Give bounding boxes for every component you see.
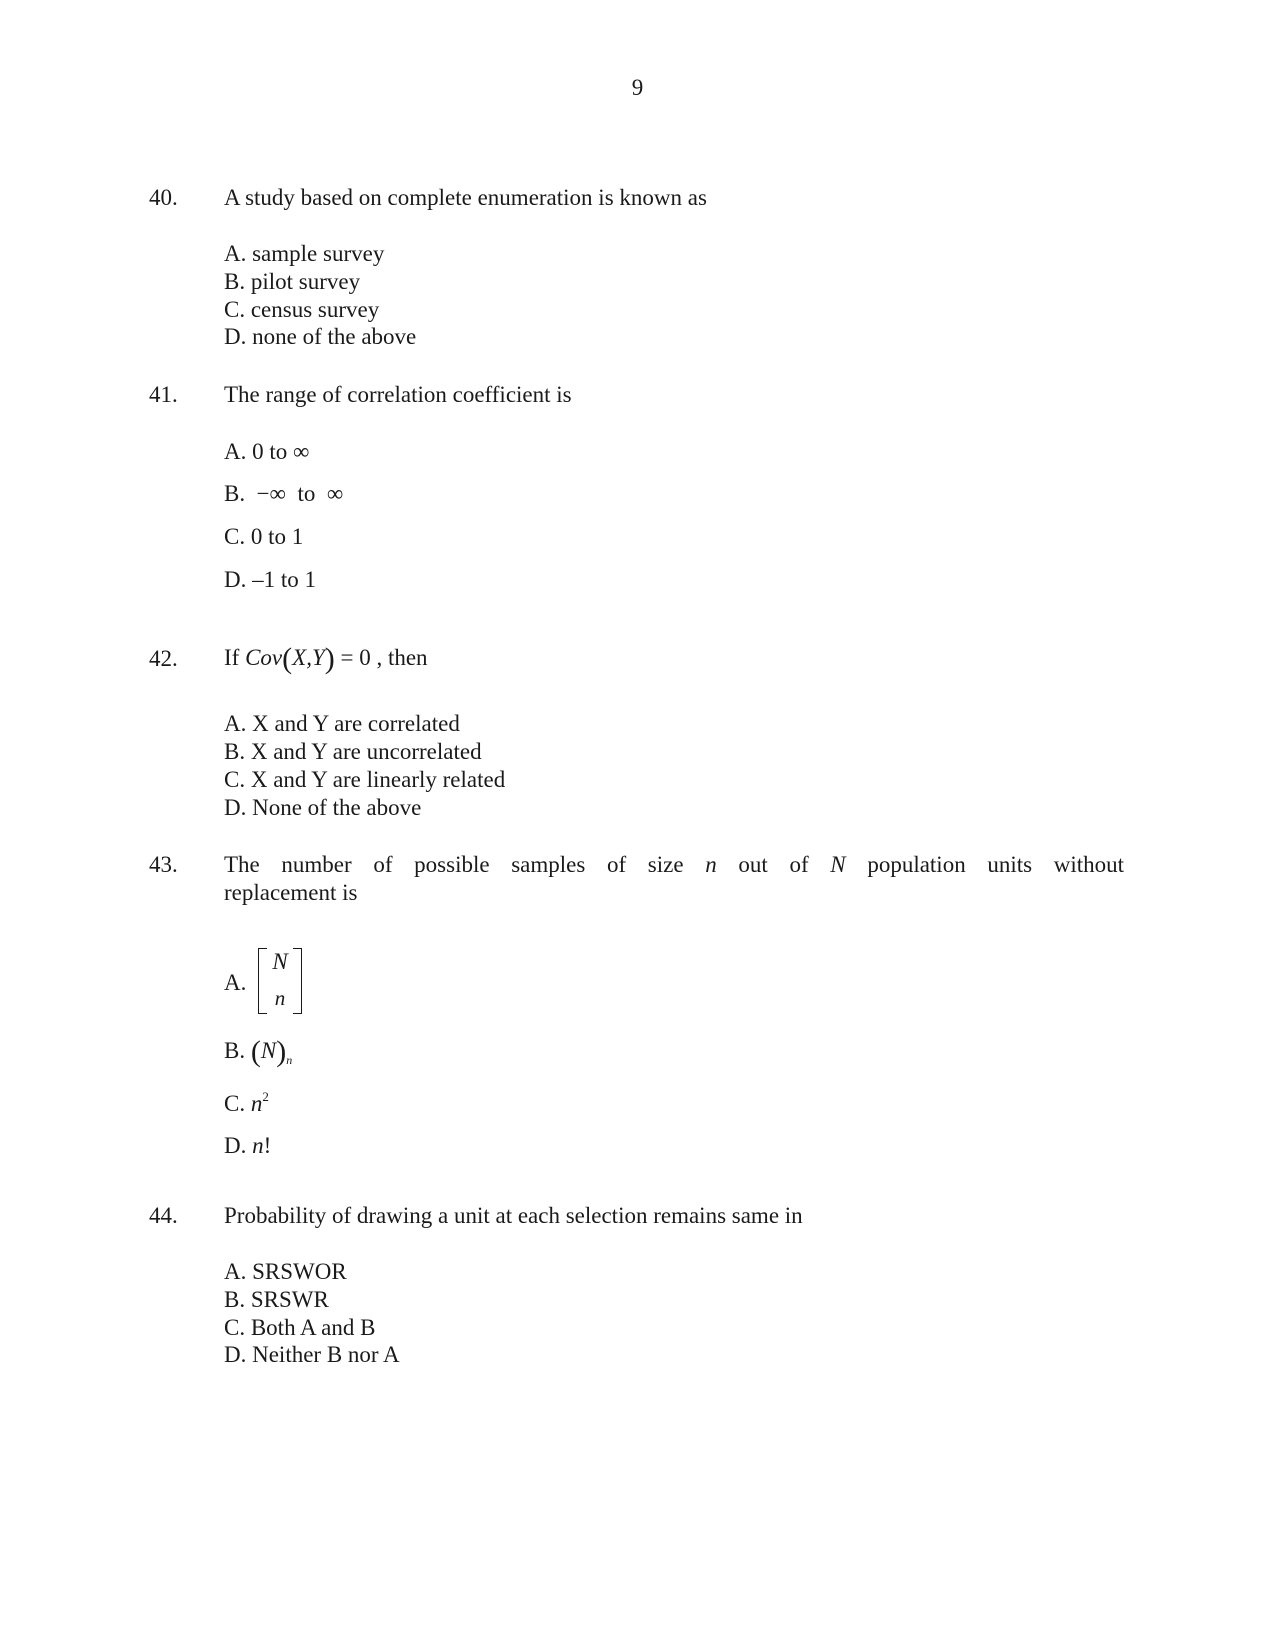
option bbox=[224, 1037, 292, 1067]
option: C. 0 to 1 bbox=[224, 524, 304, 549]
option-label: C. bbox=[224, 1091, 246, 1116]
math-args: X,Y bbox=[292, 645, 325, 670]
subscript: n bbox=[286, 1053, 293, 1067]
text-part: population units without bbox=[867, 852, 1125, 877]
question-text: A study based on complete enumeration is known as bbox=[224, 185, 707, 210]
question-number: 43. bbox=[149, 852, 178, 877]
question-text: Probability of drawing a unit at each selection remains same in bbox=[224, 1203, 803, 1228]
option: B. SRSWR bbox=[224, 1287, 329, 1312]
page-number: 9 bbox=[631, 75, 644, 100]
math-equals: = 0 , then bbox=[334, 645, 428, 670]
question-text-line bbox=[224, 853, 1124, 876]
question-text bbox=[224, 644, 428, 674]
option: D. None of the above bbox=[224, 795, 422, 820]
matrix-top: N bbox=[272, 949, 288, 974]
matrix-bottom: n bbox=[274, 986, 286, 1010]
option: A. X and Y are correlated bbox=[224, 711, 460, 736]
left-paren: ( bbox=[250, 1035, 261, 1068]
option: C. census survey bbox=[224, 297, 380, 322]
right-paren: ) bbox=[324, 642, 335, 675]
question-text-line: replacement is bbox=[224, 880, 358, 905]
question-number: 44. bbox=[149, 1203, 178, 1228]
factorial-sign: ! bbox=[263, 1133, 272, 1158]
option: B. pilot survey bbox=[224, 269, 361, 294]
option: A. SRSWOR bbox=[224, 1259, 347, 1284]
option: B. −∞ to ∞ bbox=[224, 481, 344, 506]
question-text: The range of correlation coefficient is bbox=[224, 382, 572, 407]
option: D. Neither B nor A bbox=[224, 1342, 400, 1367]
question-number: 41. bbox=[149, 382, 178, 407]
binomial-matrix bbox=[258, 948, 302, 1016]
option: D. –1 to 1 bbox=[224, 567, 316, 592]
math-variable: N bbox=[830, 852, 846, 877]
math-variable: n bbox=[705, 852, 717, 877]
option-label: D. bbox=[224, 1133, 247, 1158]
option bbox=[224, 1134, 271, 1157]
superscript: 2 bbox=[262, 1089, 269, 1104]
text-part: out of bbox=[738, 852, 809, 877]
left-paren: ( bbox=[282, 642, 293, 675]
math-function: Cov bbox=[245, 645, 283, 670]
math-variable: n bbox=[250, 1091, 263, 1116]
option-label: A. bbox=[224, 970, 247, 995]
question-number: 42. bbox=[149, 646, 178, 671]
text-part: The number of possible samples of size bbox=[224, 852, 684, 877]
math-variable: n bbox=[252, 1133, 264, 1158]
math-variable: N bbox=[260, 1038, 277, 1063]
right-paren: ) bbox=[276, 1035, 287, 1068]
option: C. X and Y are linearly related bbox=[224, 767, 506, 792]
option bbox=[224, 1090, 269, 1115]
option: B. X and Y are uncorrelated bbox=[224, 739, 482, 764]
option: A. sample survey bbox=[224, 241, 385, 266]
question-text-prefix: If bbox=[224, 645, 246, 670]
option: D. none of the above bbox=[224, 324, 417, 349]
question-number: 40. bbox=[149, 185, 178, 210]
option-label: B. bbox=[224, 1038, 246, 1063]
option: C. Both A and B bbox=[224, 1315, 376, 1340]
option: A. 0 to ∞ bbox=[224, 439, 310, 464]
